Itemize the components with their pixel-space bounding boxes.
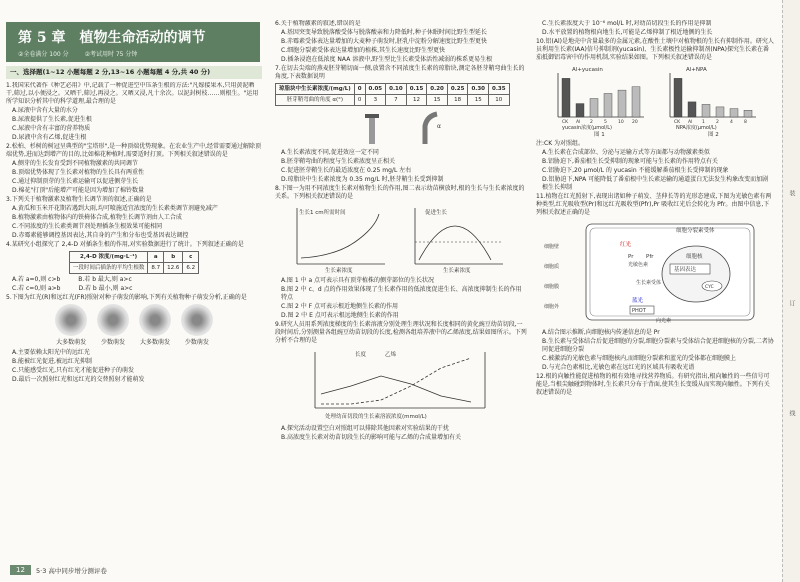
q9-option-d: D.水平放置的植物根向地生长,可能是乙烯抑制了根近地侧的生长 — [542, 29, 713, 36]
q10-charts — [536, 63, 774, 137]
q8-option-d: D.图 2 中 E 点可表示根远地侧生长素的作用 — [281, 312, 399, 319]
seed-item — [51, 304, 91, 347]
q9-graph — [275, 346, 525, 422]
fig10-bar — [562, 78, 570, 117]
table-cell: 胚芽鞘弯曲的角度 α(°) — [276, 95, 355, 106]
seed-label: 少数萌发 — [101, 339, 126, 346]
q7-table — [275, 83, 510, 106]
column-2 — [275, 20, 527, 568]
q8: 8.下图一为用不同浓度生长素对植物生长的作用,图二表示幼苗横放时,根的生长与生长素浓度的关系。下列相关叙述错误的是 — [275, 185, 525, 200]
fig10-x1: yucasin浓度(μmol/L) — [562, 125, 612, 131]
table-cell: 0 — [354, 95, 365, 106]
auxin-receptor-label: 生长素受体 — [636, 280, 662, 286]
table-header: a — [148, 252, 164, 263]
binding-margin — [782, 0, 800, 582]
q10-option-a: A.生长素在合成部位、分泌与运输方式等方面都与动物激素类似 — [542, 149, 710, 156]
q8-option-c: C.图 2 中 F 点可表示根近地侧生长素的作用 — [281, 303, 398, 310]
q1-option-d: D.尿液中含有乙烯,促进生根 — [12, 134, 87, 141]
nucleus-label: 细胞核 — [686, 254, 703, 260]
q4-options-ab: A.若 a=0,则 c>b B.若 b 最大,则 a>c — [12, 276, 132, 283]
q10-option-d: D.铝胁迫下,NPA 可能降低了番茄根中生长素运输的通道蛋白无法发生构象改变而加剧根生长抑制 — [542, 176, 769, 191]
q12: 12.根的向触性能促进植物的根有效地寻找营养物质。有研究指出,根向触性的一些信号可能是,当根尖触碰到物体时,生长素只分布于背面,使其生长变缓从而实现向触性。下列有关叙述错误的是 — [536, 373, 770, 396]
fig10-caption-1: 图 1 — [594, 132, 605, 137]
table-header: 0.05 — [365, 84, 386, 95]
q11: 11.植物在红光照射下,表现出诸如种子萌发、茎伸长等的光形态建成,下图为光敏色素有两种类型,红光吸收型(Pr)和远红光吸收型(Pfr),Pr 吸收红光后会转化为 Pfr。由图中信息,下列相关叙述正确的是 — [536, 193, 772, 216]
pr-label: Pr — [628, 254, 634, 260]
q8-option-b: B.图 2 中 c、d 点的作用效果体现了生长素作用的低浓度促进生长、高浓度抑制生长的作用特点 — [281, 286, 522, 301]
fig10-tick-label: CK — [674, 120, 681, 125]
table-cell: 一段时间后插条的平均生根数 — [69, 263, 148, 274]
chapter-header — [6, 22, 260, 62]
fig10-tick-label: CK — [562, 120, 569, 125]
graph1-label: 生长1 cm所需时间 — [299, 210, 346, 216]
fig10-bar — [576, 104, 584, 117]
fig10-bar — [632, 87, 640, 117]
column-3 — [536, 20, 774, 568]
table-header: 0 — [354, 84, 365, 95]
q1-option-a: A.尿液中含有大量的水分 — [12, 107, 78, 114]
table-cell: 15 — [427, 95, 448, 106]
q5-option-b: B.能被红光促进,被远红光抑制 — [12, 358, 92, 365]
red-light-label: 红光 — [620, 242, 632, 248]
seed-item — [93, 304, 133, 347]
page-footer — [0, 562, 800, 582]
q11-cell-diagram — [536, 218, 774, 326]
chapter-title: 第 5 章 植物生命活动的调节 — [18, 30, 206, 46]
outside-label: 细胞外 — [544, 304, 560, 310]
fig10-tick-label: 2 — [716, 120, 719, 125]
seed-figure — [6, 304, 262, 347]
q2-option-d: D.棉花"打顶"后能增产可能是因为增加了棉铃数量 — [12, 187, 145, 194]
graph1-xlabel: 生长素浓度 — [325, 268, 353, 274]
phytochrome-label: 光敏色素 — [628, 262, 649, 268]
q9-option-a: A.探究活动设置空白对照组可以排除其他因素对实验结果的干扰 — [281, 425, 449, 432]
fig10-bar — [618, 90, 626, 117]
svg-text:α: α — [437, 123, 441, 130]
seed-image — [97, 304, 129, 336]
table-header: b — [164, 252, 183, 263]
seed-image — [181, 304, 213, 336]
fig10-bar — [590, 99, 598, 117]
footer-text: 5·3 高中同步增分测评卷 — [36, 567, 107, 575]
q6: 6.关于植物激素的叙述,错误的是 — [275, 20, 361, 27]
fig10-tick-label: Al — [576, 120, 581, 125]
fig10-tick-label: 2 — [590, 120, 593, 125]
seed-image — [139, 304, 171, 336]
q5-option-a: A.主要依赖太阳光中的远红光 — [12, 349, 90, 356]
fig10-bar — [730, 109, 738, 117]
q6-option-b: B.赤霉素受体表达量增加的大麦种子萌发时,胚乳中淀粉分解速度比野生型更快 — [281, 38, 487, 45]
seed-label: 大多数萌发 — [139, 339, 170, 346]
q3-option-d: D.赤霉素能够调控基因表达,其自身的产生和分布也受基因表达调控 — [12, 232, 189, 239]
table-cell: 7 — [386, 95, 407, 106]
exam-meta — [18, 49, 151, 58]
seed-image — [55, 304, 87, 336]
q2-option-a: A.侧芽的生长发育受到不同植物激素的共同调节 — [12, 160, 138, 167]
fig10-bar — [688, 102, 696, 117]
q2: 2.松柏、杉树的树冠呈典型的"宝塔形",是一种顶端优势现象。在农业生产中,经常需要通过解除顶端优势,进而达到增产的目的,比如棉花种植时,需要适时打顶。下列相关叙述错误的是 — [6, 143, 262, 158]
table-cell: 8.7 — [148, 263, 164, 274]
q9-option-b: B.高浓度生长素对幼苗切段生长的影响可能与乙烯的合成量增加有关 — [281, 434, 462, 441]
q8-graphs — [275, 202, 525, 274]
q4: 4.某研究小组探究了 2,4-D 对插条生根的作用,对实验数据进行了统计。下列叙述正确的是 — [6, 241, 244, 248]
len-legend: 长度 — [355, 352, 367, 358]
table-cell: 15 — [468, 95, 489, 106]
q7-option-c: C.促进胚芽鞘生长的最适浓度在 0.25 mg/L 左右 — [281, 167, 412, 174]
table-cell: 3 — [365, 95, 386, 106]
q1-option-c: C.尿液中含有丰富的营养物质 — [12, 125, 91, 132]
table-cell: 10 — [489, 95, 510, 106]
phot-label: PHOT — [632, 308, 646, 314]
pfr-label: Pfr — [646, 254, 654, 260]
eth-legend: 乙烯 — [385, 352, 397, 358]
q6-option-a: A.基因突变导致脱落酸受体与脱落酸亲和力降低时,种子休眠时间比野生型延长 — [281, 29, 487, 36]
q2-option-b: B.顶端优势体现了生长素对植物的生长具有两重性 — [12, 169, 145, 176]
table-cell: 6.2 — [183, 263, 199, 274]
q10: 10.铝(Al)是地壳中含量最多的金属元素,在酸性土壤中对植物根的生长有抑制作用。研究人员利用生长素(IAA)信号抑制剂(yucasin)、生长素极性运输抑制剂(NPA)探究生长素在番茄抵御铝毒害中的作用机制,实验结果如图。下列相关叙述错误的是 — [536, 38, 774, 61]
q7-option-a: A.生长素浓度不同,促进效应一定不同 — [281, 149, 379, 156]
q9: 9.研究人员用系列浓度梯度的生长素溶液分别处理生理状况和长度相同的黄化豌豆幼苗切段,一段时间后,分别测量各组豌豆幼苗切段的长度,检测各组培养液中的乙烯浓度,结果如图所示。下列分析不合理的是 — [275, 321, 527, 344]
score-text: ②全卷满分 100 分 — [18, 51, 69, 58]
fig10-tick-label: 5 — [604, 120, 607, 125]
q9-option-c: C.生长素浓度大于 10⁻⁶ mol/L 时,对幼苗切段生长的作用是抑制 — [542, 20, 712, 27]
q3-option-b: B.植物激素由植物体内的铁椅体合成,植物生长调节剂由人工合成 — [12, 214, 182, 221]
fig10-series-b: Al+NPA — [686, 67, 707, 73]
fig10-tick-label: 1 — [702, 120, 705, 125]
fig10-tick-label: 10 — [618, 120, 624, 125]
seed-item — [135, 304, 175, 347]
q10-option-c: C.铝胁迫下,20 μmol/L 的 yucasin 不能缓解番茄根生长受抑制的现象 — [542, 167, 729, 174]
fig10-x2: NPA浓度(μmol/L) — [676, 125, 717, 131]
seed-label: 少数萌发 — [184, 339, 209, 346]
q3: 3.下列关于植物激素及植物生长调节剂的叙述,正确的是 — [6, 196, 152, 203]
seed-item — [177, 304, 217, 347]
q1-option-b: B.尿液提供了生长素,促进生根 — [12, 116, 92, 123]
table-cell: 12 — [406, 95, 427, 106]
page-number: 12 — [10, 565, 31, 575]
binding-mark: 装 — [788, 190, 795, 196]
q8-option-a: A.图 1 中 a 点可表示具有顶芽植株的侧芽部位的生长状况 — [281, 277, 435, 284]
fig10-caption-2: 图 2 — [708, 132, 719, 137]
cytokinin-receptor-label: 细胞分裂素受体 — [676, 228, 715, 234]
cyc-label: CYC — [705, 285, 714, 290]
seed-label: 大多数萌发 — [56, 339, 87, 346]
fig10-bar — [716, 107, 724, 117]
cell-wall-label: 细胞壁 — [544, 244, 560, 250]
q3-option-a: A.黄瓜和玉米开花期若遇到大雨,均可喷施适宜浓度的生长素类调节剂避免减产 — [12, 205, 218, 212]
section-heading: 一、选择题(1~12 小题每题 2 分,13~16 小题每题 4 分,共 40 分) — [6, 66, 262, 79]
table-header: 2,4-D 浓度/(mg·L⁻¹) — [69, 252, 148, 263]
q4-table — [69, 251, 199, 274]
phototropin-label: 向光素 — [656, 318, 672, 324]
q2-option-c: C.通过抑制顶芽的生长素运输可以促进侧芽生长 — [12, 178, 139, 185]
table-header: c — [183, 252, 199, 263]
fig10-series-a: Al+yucasin — [572, 67, 603, 73]
graph2-xlabel: 生长素浓度 — [443, 268, 471, 274]
q11-option-b: B.生长素与受体结合后促进细胞的分裂,细胞分裂素与受体结合促进细胞核的分裂,二者协同促进细胞分裂 — [542, 338, 774, 353]
q11-option-c: C.被激活的光敏色素与细胞核内,而细胞分裂素和蓝光的受体都在细胞膜上 — [542, 355, 737, 362]
binding-mark: 线 — [788, 410, 795, 416]
q7-option-d: D.琼脂块中生长素浓度为 0.35 mg/L 时,胚芽鞘生长受到抑制 — [281, 176, 444, 183]
q10-note: 注:CK 为对照组。 — [536, 140, 585, 147]
time-text: ②考试用时 75 分钟 — [84, 51, 138, 58]
table-header: 琼脂块中生长素浓度/(mg/L) — [276, 84, 355, 95]
gene-label: 基因表达 — [674, 267, 697, 273]
table-header: 0.15 — [406, 84, 427, 95]
fig10-bar — [604, 93, 612, 117]
fig10-bar — [744, 110, 752, 117]
table-header: 0.25 — [447, 84, 468, 95]
table-header: 0.30 — [468, 84, 489, 95]
graph2-label: 促进生长 — [425, 210, 448, 216]
table-cell: 18 — [447, 95, 468, 106]
q5-option-d: D.最后一次照射红光和远红光的交替照射才能萌发 — [12, 376, 145, 383]
table-header: 0.10 — [386, 84, 407, 95]
table-header: 0.20 — [427, 84, 448, 95]
membrane-label: 细胞膜 — [544, 284, 560, 290]
fig10-tick-label: Al — [688, 120, 693, 125]
fig10-tick-label: 4 — [730, 120, 733, 125]
fig10-tick-label: 20 — [632, 120, 638, 125]
q3-option-c: C.不同浓度的生长素类调节剂处理插条生根效果可能相同 — [12, 223, 163, 230]
column-1 — [6, 82, 262, 560]
table-cell: 12.6 — [164, 263, 183, 274]
table-header: 0.35 — [489, 84, 510, 95]
fig10-bar — [702, 104, 710, 117]
q4-options-cd: C.若 c=0,则 a>b D.若 b 最小,则 a>c — [12, 285, 133, 292]
fig10-bar — [674, 78, 682, 117]
q1: 1.我国宋代著作《种艺必用》中,记载了一种促进空中压条生根的方法:"凡嫁接果木,只用黄泥晒干,筛过,以小便浸之。又晒干,筛过,再浸之。又晒又浸,凡十余次。以泥封树枝……则根生。"运用所学知识分析其中的科学道理,最合理的是 — [6, 82, 259, 105]
cytoplasm-label: 细胞质 — [544, 264, 560, 270]
q9-xlabel: 处理幼苗切段的生长素溶液浓度(mmol/L) — [325, 414, 427, 420]
binding-mark: 订 — [788, 300, 795, 306]
q6-option-c: C.细胞分裂素受体表达量增加的植株,其生长速度比野生型更快 — [281, 47, 446, 54]
fig10-tick-label: 8 — [744, 120, 747, 125]
q7-option-b: B.胚芽鞘弯曲的程度与生长素浓度呈正相关 — [281, 158, 396, 165]
q5-option-c: C.只能感受红光,只有红光才能促进种子的萌发 — [12, 367, 135, 374]
q11-option-a: A.结合图示推断,向细胞核内传递信息的是 Pr — [542, 329, 660, 336]
coleoptile-diagram — [275, 108, 525, 146]
blue-light-label: 蓝光 — [632, 298, 644, 304]
q7: 7.在切去尖端的燕麦胚芽鞘切面一侧,放置含不同浓度生长素的琼脂块,测定各胚芽鞘弯曲生长的角度,下表数据说明 — [275, 65, 525, 80]
q6-option-d: D.插条浸泡在低浓度 NAA 溶液中,野生型比生长素受体活性减弱的株系更易生根 — [281, 56, 493, 63]
q10-option-b: B.铝胁迫下,番茄根生长受抑制的现象可能与生长素的作用特点有关 — [542, 158, 718, 165]
q5: 5.下图为红光(R)和远红光(FR)照射对种子萌发的影响,下列有关植物种子萌发分析,正确的是 — [6, 294, 247, 301]
q11-option-d: D.与光合色素相比,光敏色素在远红光的区域具有吸收光谱 — [542, 364, 695, 371]
